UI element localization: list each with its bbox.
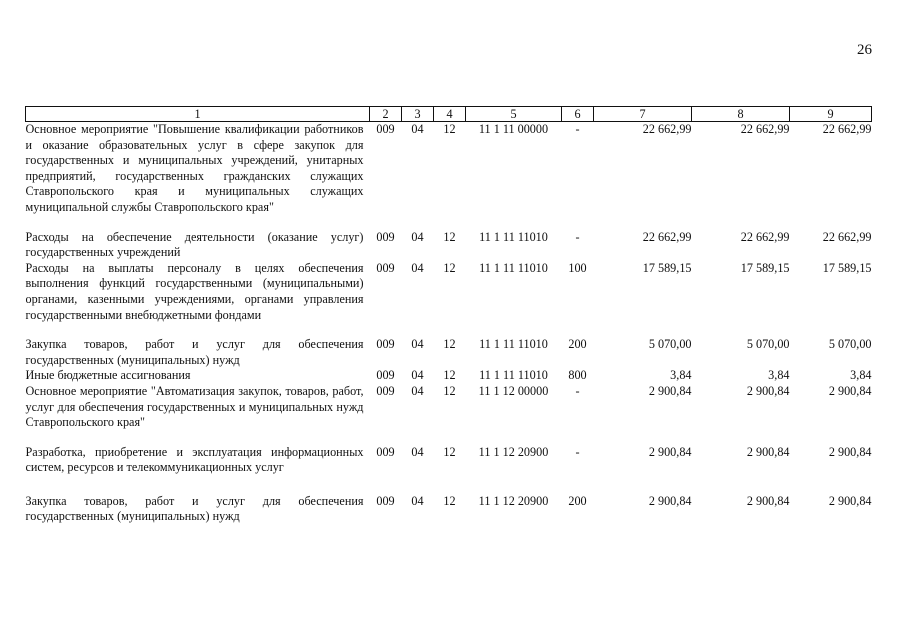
- column-header: 3: [402, 107, 434, 122]
- expense-type-code: 100: [568, 260, 587, 275]
- subsection-code: 12: [443, 383, 456, 398]
- target-article-code: 11 1 12 20900: [478, 493, 549, 508]
- amount-col-8: 2 900,84: [746, 444, 790, 459]
- expense-type-code: -: [575, 383, 580, 398]
- amount-col-9: 22 662,99: [822, 122, 872, 136]
- section-code: 04: [411, 368, 424, 383]
- subsection-code: 12: [443, 493, 456, 508]
- section-code: 04: [411, 337, 424, 352]
- ministry-code: 009: [376, 260, 395, 275]
- table-header-row: [26, 107, 872, 122]
- row-description: Расходы на выплаты персоналу в целях обеспечения выполнения функций государственными (муниципальными) органами, казенными учреждениями, органами управления государственными внебюджетными фондами: [25, 260, 364, 322]
- table-row: [26, 261, 872, 323]
- ministry-code: 009: [376, 444, 395, 459]
- target-article-code: 11 1 12 20900: [478, 444, 549, 459]
- column-header: 9: [790, 107, 872, 122]
- column-header: 7: [594, 107, 692, 122]
- section-code: 04: [411, 383, 424, 398]
- subsection-code: 12: [443, 444, 456, 459]
- amount-col-9: 3,84: [850, 368, 872, 383]
- row-description: Расходы на обеспечение деятельности (оказание услуг) государственных учреждений: [25, 229, 364, 260]
- row-description: Иные бюджетные ассигнования: [25, 368, 191, 383]
- expense-type-code: -: [575, 122, 580, 136]
- amount-col-8: 2 900,84: [746, 383, 790, 398]
- amount-col-7: 2 900,84: [648, 493, 692, 508]
- amount-col-8: 3,84: [768, 368, 790, 383]
- expense-type-code: -: [575, 444, 580, 459]
- amount-col-7: 5 070,00: [648, 337, 692, 352]
- column-header: 8: [692, 107, 790, 122]
- subsection-code: 12: [443, 260, 456, 275]
- target-article-code: 11 1 11 11010: [479, 337, 548, 352]
- amount-col-9: 2 900,84: [828, 383, 872, 398]
- expense-type-code: 800: [568, 368, 587, 383]
- expense-type-code: 200: [568, 493, 587, 508]
- amount-col-8: 22 662,99: [740, 122, 790, 136]
- column-header: 6: [562, 107, 594, 122]
- table-row: [26, 323, 872, 368]
- table-row: [26, 122, 872, 216]
- amount-col-7: 22 662,99: [642, 229, 692, 244]
- target-article-code: 11 1 11 00000: [478, 122, 549, 136]
- table-row: [26, 368, 872, 384]
- subsection-code: 12: [443, 337, 456, 352]
- amount-col-9: 2 900,84: [828, 493, 872, 508]
- target-article-code: 11 1 11 11010: [479, 260, 548, 275]
- amount-col-7: 17 589,15: [642, 260, 692, 275]
- subsection-code: 12: [443, 229, 456, 244]
- amount-col-9: 2 900,84: [828, 444, 872, 459]
- table-row: [26, 384, 872, 431]
- amount-col-7: 2 900,84: [648, 444, 692, 459]
- budget-table: [25, 106, 872, 525]
- amount-col-7: 2 900,84: [648, 383, 692, 398]
- column-header: 1: [26, 107, 370, 122]
- amount-col-9: 5 070,00: [828, 337, 872, 352]
- column-header: 2: [370, 107, 402, 122]
- row-description: Основное мероприятие "Повышение квалификации работников и оказание образовательных услуг в сфере закупок для государственных и муниципальных учреждений, унитарных предприятий, государственных гражданских служащих Ставропольского края и муниципальных служащих муниципальной службы Ставропольского края": [25, 122, 364, 214]
- expense-type-code: -: [575, 229, 580, 244]
- expense-type-code: 200: [568, 337, 587, 352]
- row-description: Основное мероприятие "Автоматизация закупок, товаров, работ, услуг для обеспечения государственных и муниципальных нужд Ставропольского края": [25, 383, 364, 430]
- row-description: Закупка товаров, работ и услуг для обеспечения государственных (муниципальных) нужд: [25, 337, 364, 367]
- page-number: 26: [857, 42, 872, 58]
- column-header: 4: [434, 107, 466, 122]
- ministry-code: 009: [376, 493, 395, 508]
- ministry-code: 009: [376, 229, 395, 244]
- row-description: Разработка, приобретение и эксплуатация информационных систем, ресурсов и телекоммуникационных услуг: [25, 444, 364, 475]
- target-article-code: 11 1 12 00000: [478, 383, 549, 398]
- amount-col-8: 2 900,84: [746, 493, 790, 508]
- section-code: 04: [411, 493, 424, 508]
- target-article-code: 11 1 11 11010: [479, 229, 548, 244]
- ministry-code: 009: [376, 383, 395, 398]
- target-article-code: 11 1 11 11010: [479, 368, 548, 383]
- subsection-code: 12: [443, 122, 456, 136]
- ministry-code: 009: [376, 368, 395, 383]
- row-description: Закупка товаров, работ и услуг для обеспечения государственных (муниципальных) нужд: [25, 493, 364, 524]
- section-code: 04: [411, 229, 424, 244]
- amount-col-9: 17 589,15: [822, 260, 872, 275]
- section-code: 04: [411, 122, 424, 136]
- table-row: [26, 216, 872, 261]
- table-row: [26, 431, 872, 476]
- amount-col-8: 22 662,99: [740, 229, 790, 244]
- amount-col-9: 22 662,99: [822, 229, 872, 244]
- section-code: 04: [411, 260, 424, 275]
- table-row: [26, 476, 872, 525]
- ministry-code: 009: [376, 122, 395, 136]
- amount-col-7: 3,84: [670, 368, 692, 383]
- amount-col-8: 17 589,15: [740, 260, 790, 275]
- amount-col-7: 22 662,99: [642, 122, 692, 136]
- section-code: 04: [411, 444, 424, 459]
- column-header: 5: [466, 107, 562, 122]
- ministry-code: 009: [376, 337, 395, 352]
- amount-col-8: 5 070,00: [746, 337, 790, 352]
- subsection-code: 12: [443, 368, 456, 383]
